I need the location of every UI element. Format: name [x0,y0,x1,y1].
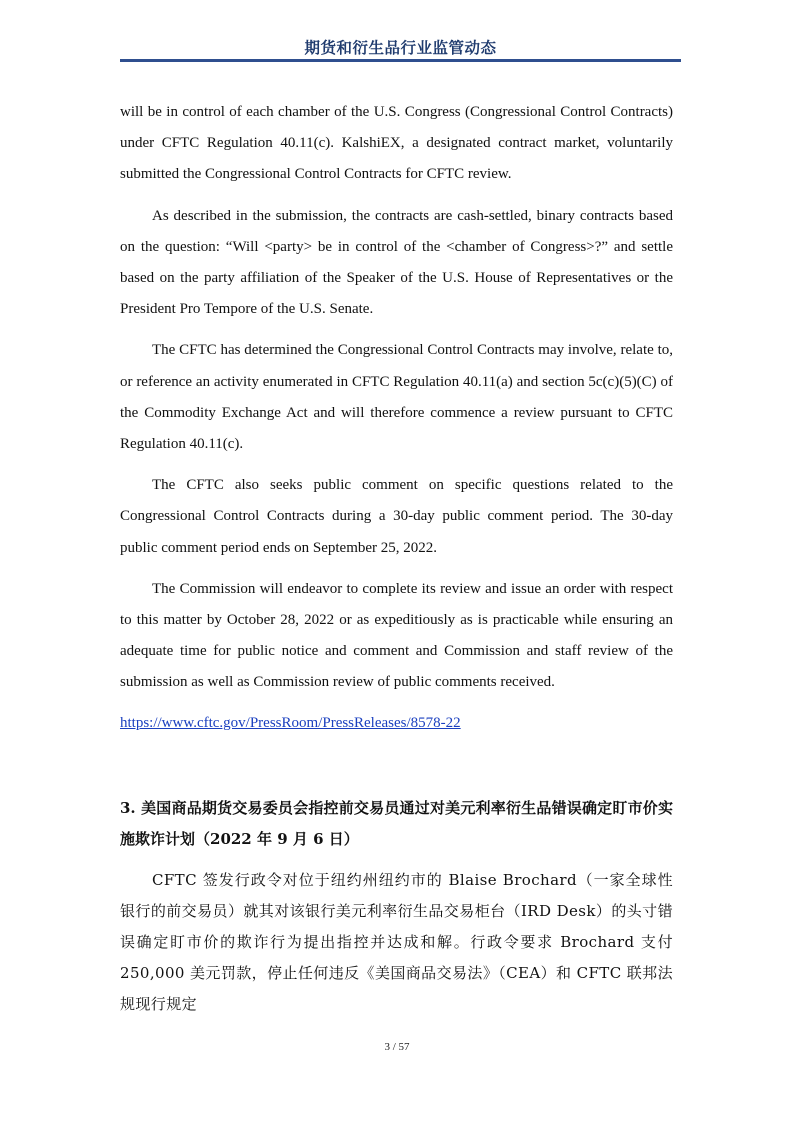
press-release-link[interactable]: https://www.cftc.gov/PressRoom/PressReleases/8578-22 [120,714,461,731]
paragraph: The CFTC also seeks public comment on specific questions related to the Congressional Control Contracts during a 30-day public comment period. The 30-day public comment period ends on September 25, 2022. [120,477,673,556]
running-header: 期货和衍生品行业监管动态 [304,39,497,57]
section-paragraph: CFTC 签发行政令对位于纽约州纽约市的 Blaise Brochard（一家全球性银行的前交易员）就其对该银行美元利率衍生品交易柜台（IRD Desk）的头寸错误确定盯市价的欺诈行为提出指控并达成和解。行政令要求 Brochard 支付 250,000 美元罚款，停止任何违反《美国商品交易法》（CEA）和 CFTC 联邦法规现行规定 [120,870,673,1013]
header-rule [120,59,681,62]
document-body [120,97,673,1020]
paragraph: The CFTC has determined the Congressional Control Contracts may involve, relate to, or reference an activity enumerated in CFTC Regulation 40.11(a) and section 5c(c)(5)(C) of the Commodity Exchange Act and will therefore commence a review pursuant to CFTC Regulation 40.11(c). [120,342,673,453]
section-heading: 3. 美国商品期货交易委员会指控前交易员通过对美元利率衍生品错误确定盯市价实施欺诈计划（2022 年 9 月 6 日） [120,798,673,848]
paragraph: The Commission will endeavor to complete its review and issue an order with respect to this matter by October 28, 2022 or as expeditiously as is practicable while ensuring an adequate time for public notice and comment and Commission and staff review of the submission as well as Commission review of public comments received. [120,580,673,691]
page-number: 3 / 57 [384,1041,410,1053]
paragraph: As described in the submission, the contracts are cash-settled, binary contracts based on the question: “Will <party> be in control of the <chamber of Congress>?” and settle based on the party affiliation of the Speaker of the U.S. House of Representatives or the President Pro Tempore of the U.S. Senate. [120,207,673,318]
paragraph-continued: will be in control of each chamber of the U.S. Congress (Congressional Control Contracts) under CFTC Regulation 40.11(c). KalshiEX, a designated contract market, voluntarily submitted the Congressional Control Contracts for CFTC review. [120,104,673,183]
